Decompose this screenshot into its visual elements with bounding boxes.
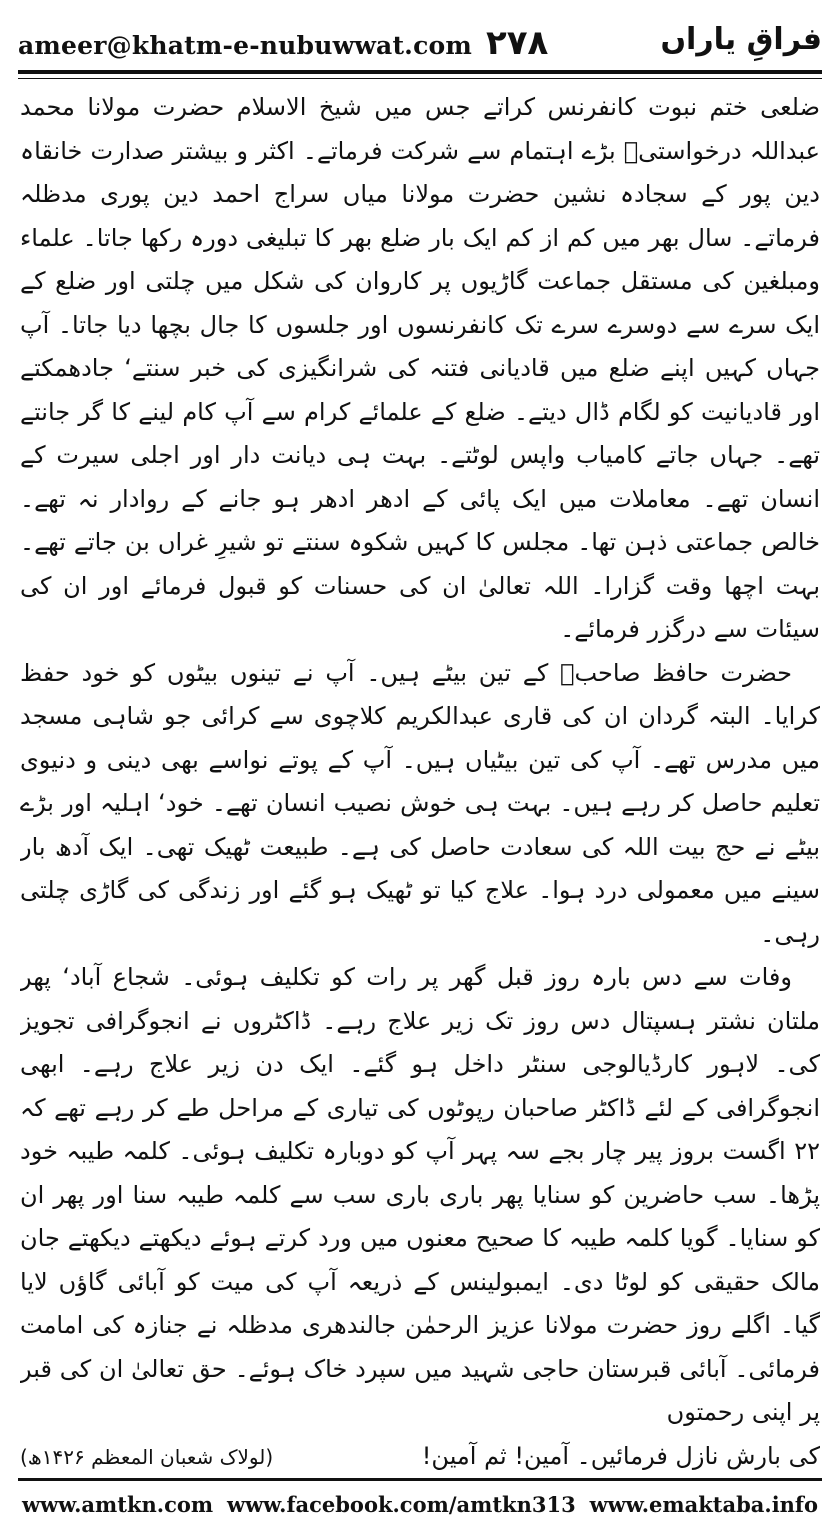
header-rule-thin [18,78,822,79]
book-title: فراقِ یاراں [660,22,822,57]
header-left [18,23,549,63]
header-email[interactable]: ameer@khatm-e-nubuwwat.com [18,31,473,60]
page-header [18,18,822,70]
final-line-text: کی بارش نازل فرمائیں۔ آمین! ثم آمین! [421,1441,820,1470]
page-body [20,86,820,1470]
paragraph-1: ضلعی ختم نبوت کانفرنس کراتے جس میں شیخ الاسلام حضرت مولانا محمد عبداللہ درخواستیؒ بڑے اہتمام سے شرکت فرماتے۔ اکثر و بیشتر صدارت خانقاہ دین پور کے سجادہ نشین حضرت مولانا میاں سراج احمد دین پوری مدظلہ فرماتے۔ سال بھر میں کم از کم ایک بار ضلع بھر کا تبلیغی دورہ رکھا جاتا۔ علماء ومبلغین کی مستقل جماعت گاڑیوں پر کاروان کی شکل میں چلتی اور ضلع کے ایک سرے سے دوسرے سرے تک کانفرنسوں اور جلسوں کا جال بچھا دیا جاتا۔ آپ جہاں کہیں اپنے ضلع میں قادیانی فتنہ کی شرانگیزی کی خبر سنتے‘ جادھمکتے اور قادیانیت کو لگام ڈال دیتے۔ ضلع کے علمائے کرام سے آپ کام لینے کا گر جانتے تھے۔ جہاں جاتے کامیاب واپس لوٹتے۔ بہت ہی دیانت دار اور اجلی سیرت کے انسان تھے۔ معاملات میں ایک پائی کے ادھر ادھر ہو جانے کے روادار نہ تھے۔ خالص جماعتی ذہن تھا۔ مجلس کا کہیں شکوہ سنتے تو شیرِ غراں بن جاتے تھے۔ بہت اچھا وقت گزارا۔ اللہ تعالیٰ ان کی حسنات کو قبول فرمائے اور ان کی سیئات سے درگزر فرمائے۔ [20,93,820,643]
citation: (لولاک شعبان المعظم ۱۴۲۶ھ) [20,1444,274,1469]
footer-link-amtkn[interactable]: www.amtkn.com [22,1492,214,1517]
page-number: ۲۷۸ [486,23,549,63]
header-rule [18,70,822,74]
paragraph-3: وفات سے دس بارہ روز قبل گھر پر رات کو تکلیف ہوئی۔ شجاع آباد‘ پھر ملتان نشتر ہسپتال دس روز تک زیر علاج رہے۔ ڈاکٹروں نے انجوگرافی تجویز کی۔ لاہور کارڈیالوجی سنٹر داخل ہو گئے۔ ایک دن زیر علاج رہے۔ ابھی انجوگرافی کے لئے ڈاکٹر صاحبان رپوٹوں کی تیاری کے مراحل طے کر رہے تھے کہ ۲۲ اگست بروز پیر چار بجے سہ پہر آپ کو دوبارہ تکلیف ہوئی۔ کلمہ طیبہ خود پڑھا۔ سب حاضرین کو سنایا پھر باری باری سب سے کلمہ طیبہ سنا اور پھر ان کو سنایا۔ گویا کلمہ طیبہ کا صحیح معنوں میں ورد کرتے ہوئے دیکھتے دیکھتے جان مالک حقیقی کو لوٹا دی۔ ایمبولینس کے ذریعہ آپ کی میت کو آبائی گاؤں لایا گیا۔ اگلے روز حضرت مولانا عزیز الرحمٰن جالندھری مدظلہ نے جنازہ کی امامت فرمائی۔ آبائی قبرستان حاجی شہید میں سپرد خاک ہوئے۔ حق تعالیٰ ان کی قبر پر اپنی رحمتوں [20,963,820,1426]
footer-link-facebook[interactable]: www.facebook.com/amtkn313 [227,1492,576,1517]
page-footer [22,1492,818,1517]
paragraph-2: حضرت حافظ صاحبؒ کے تین بیٹے ہیں۔ آپ نے تینوں بیٹوں کو خود حفظ کرایا۔ البتہ گردان ان کی قاری عبدالکریم کلاچوی سے کرائی جو شاہی مسجد میں مدرس تھے۔ آپ کی تین بیٹیاں ہیں۔ آپ کے پوتے نواسے بھی دینی و دنیوی تعلیم حاصل کر رہے ہیں۔ بہت ہی خوش نصیب انسان تھے۔ خود‘ اہلیہ اور بڑے بیٹے نے حج بیت اللہ کی سعادت حاصل کی ہے۔ طبیعت ٹھیک تھی۔ ایک آدھ بار سینے میں معمولی درد ہوا۔ علاج کیا تو ٹھیک ہو گئے اور زندگی کی گاڑی چلتی رہی۔ [20,658,820,948]
footer-rule [18,1478,822,1481]
footer-link-emaktaba[interactable]: www.emaktaba.info [589,1492,818,1517]
final-line [20,1435,820,1471]
